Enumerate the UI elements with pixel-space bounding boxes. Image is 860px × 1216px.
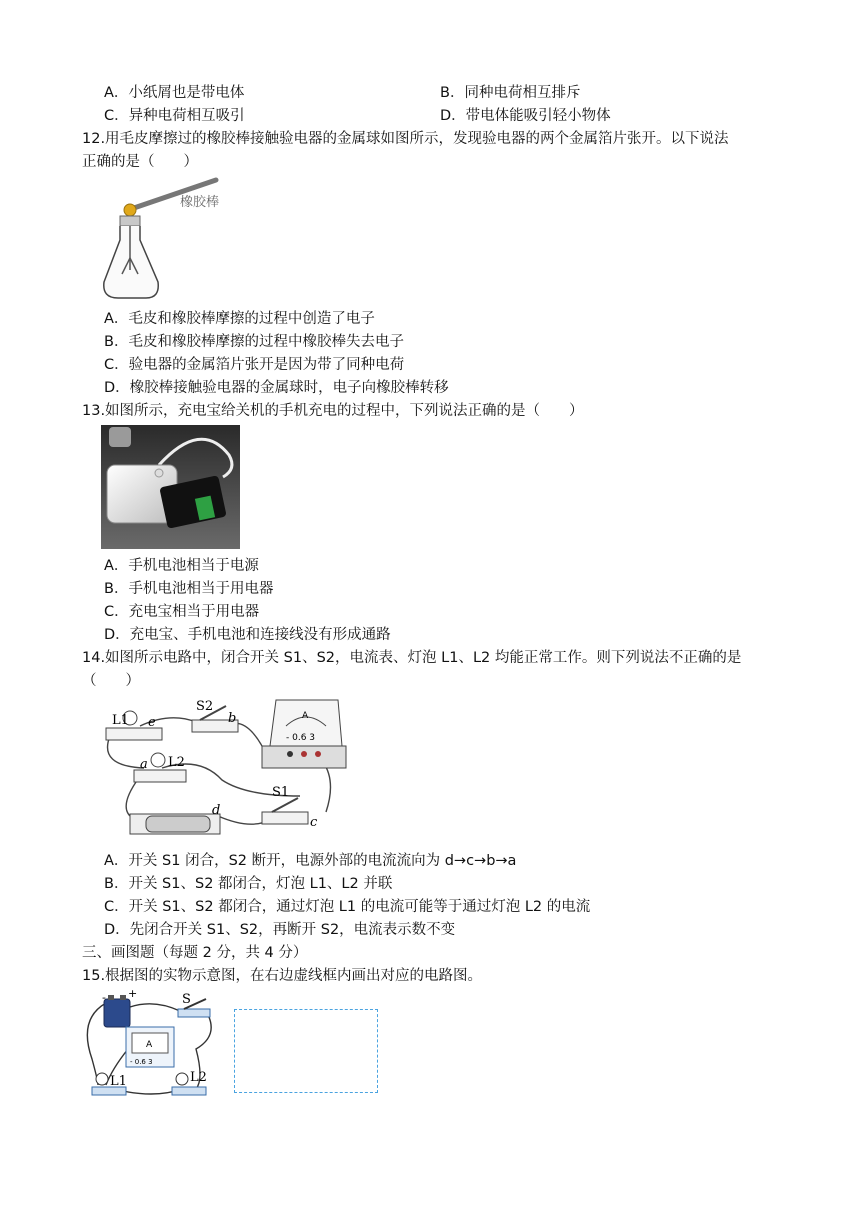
l2-bulb	[151, 753, 165, 767]
q14-option-a: A．开关 S1 闭合，S2 断开，电源外部的电流流向为 d→c→b→a	[104, 853, 517, 869]
q13-option-d: D．充电宝、手机电池和连接线没有形成通路	[104, 627, 391, 643]
label-s: S	[182, 992, 191, 1007]
q14-option-d: D．先闭合开关 S1、S2，再断开 S2，电流表示数不变	[104, 922, 456, 938]
q14-stem-line1: 14.如图所示电路中，闭合开关 S1、S2，电流表、灯泡 L1、L2 均能正常工作。则下列说法不正确的是	[82, 650, 742, 666]
q12-option-b: B．毛皮和橡胶棒摩擦的过程中橡胶棒失去电子	[104, 334, 404, 350]
l1-bulb	[96, 1073, 108, 1085]
q11-option-a: A．小纸屑也是带电体	[104, 85, 245, 101]
q14-circuit-figure	[100, 696, 350, 838]
label-a: a	[140, 757, 148, 772]
s1-base	[262, 812, 308, 824]
s1-lever	[272, 798, 298, 812]
q13-option-c: C．充电宝相当于用电器	[104, 604, 260, 620]
metal-ball	[124, 204, 136, 216]
section3-heading: 三、画图题（每题 2 分，共 4 分）	[82, 945, 308, 961]
power-bank-photo	[101, 425, 240, 549]
q15-circuit-figure	[84, 989, 219, 1104]
rubber-rod-label: 橡胶棒	[180, 195, 220, 210]
ammeter-scale: - 0.6 3	[130, 1058, 153, 1066]
battery-minus: -	[102, 991, 106, 1004]
q12-option-d: D．橡胶棒接触验电器的金属球时，电子向橡胶棒转移	[104, 380, 449, 396]
ammeter-scale: - 0.6 3	[286, 733, 316, 743]
label-d: d	[212, 803, 221, 818]
l2-bulb	[176, 1073, 188, 1085]
stopper	[120, 216, 140, 226]
q11-option-d: D．带电体能吸引轻小物体	[440, 108, 611, 124]
q12-stem-line1: 12.用毛皮摩擦过的橡胶棒接触验电器的金属球如图所示，发现验电器的两个金属箔片张开。以下说法	[82, 131, 729, 147]
switch-base	[178, 1009, 210, 1017]
label-s1: S1	[272, 785, 290, 800]
q13-stem: 13.如图所示，充电宝给关机的手机充电的过程中，下列说法正确的是（ ）	[82, 403, 584, 419]
q12-option-a: A．毛皮和橡胶棒摩擦的过程中创造了电子	[104, 311, 375, 327]
q13-option-a: A．手机电池相当于电源	[104, 558, 259, 574]
ammeter-symbol: A	[302, 711, 309, 721]
label-l2: L2	[190, 1070, 207, 1085]
q12-option-c: C．验电器的金属箔片张开是因为带了同种电荷	[104, 357, 405, 373]
label-l2: L2	[168, 755, 185, 770]
flask	[104, 226, 158, 298]
q15-stem: 15.根据图的实物示意图，在右边虚线框内画出对应的电路图。	[82, 968, 483, 984]
label-l1: L1	[110, 1074, 127, 1089]
ammeter-symbol: A	[146, 1040, 153, 1050]
label-l1: L1	[112, 713, 129, 728]
label-e: e	[148, 715, 156, 730]
q14-stem-line2: （ ）	[82, 673, 140, 689]
q12-stem-line2: 正确的是（ ）	[82, 154, 198, 170]
electroscope-figure	[98, 174, 238, 304]
q13-option-b: B．手机电池相当于用电器	[104, 581, 274, 597]
answer-box[interactable]	[234, 1009, 378, 1093]
battery-plus: +	[128, 989, 138, 1000]
l2-base	[172, 1087, 206, 1095]
q14-option-b: B．开关 S1、S2 都闭合，灯泡 L1、L2 并联	[104, 876, 393, 892]
label-c: c	[310, 815, 318, 830]
battery	[104, 999, 130, 1027]
label-s2: S2	[196, 699, 214, 714]
q11-option-c: C．异种电荷相互吸引	[104, 108, 245, 124]
label-b: b	[228, 711, 237, 726]
q11-option-b: B．同种电荷相互排斥	[440, 85, 581, 101]
q14-option-c: C．开关 S1、S2 都闭合，通过灯泡 L1 的电流可能等于通过灯泡 L2 的电流	[104, 899, 591, 915]
